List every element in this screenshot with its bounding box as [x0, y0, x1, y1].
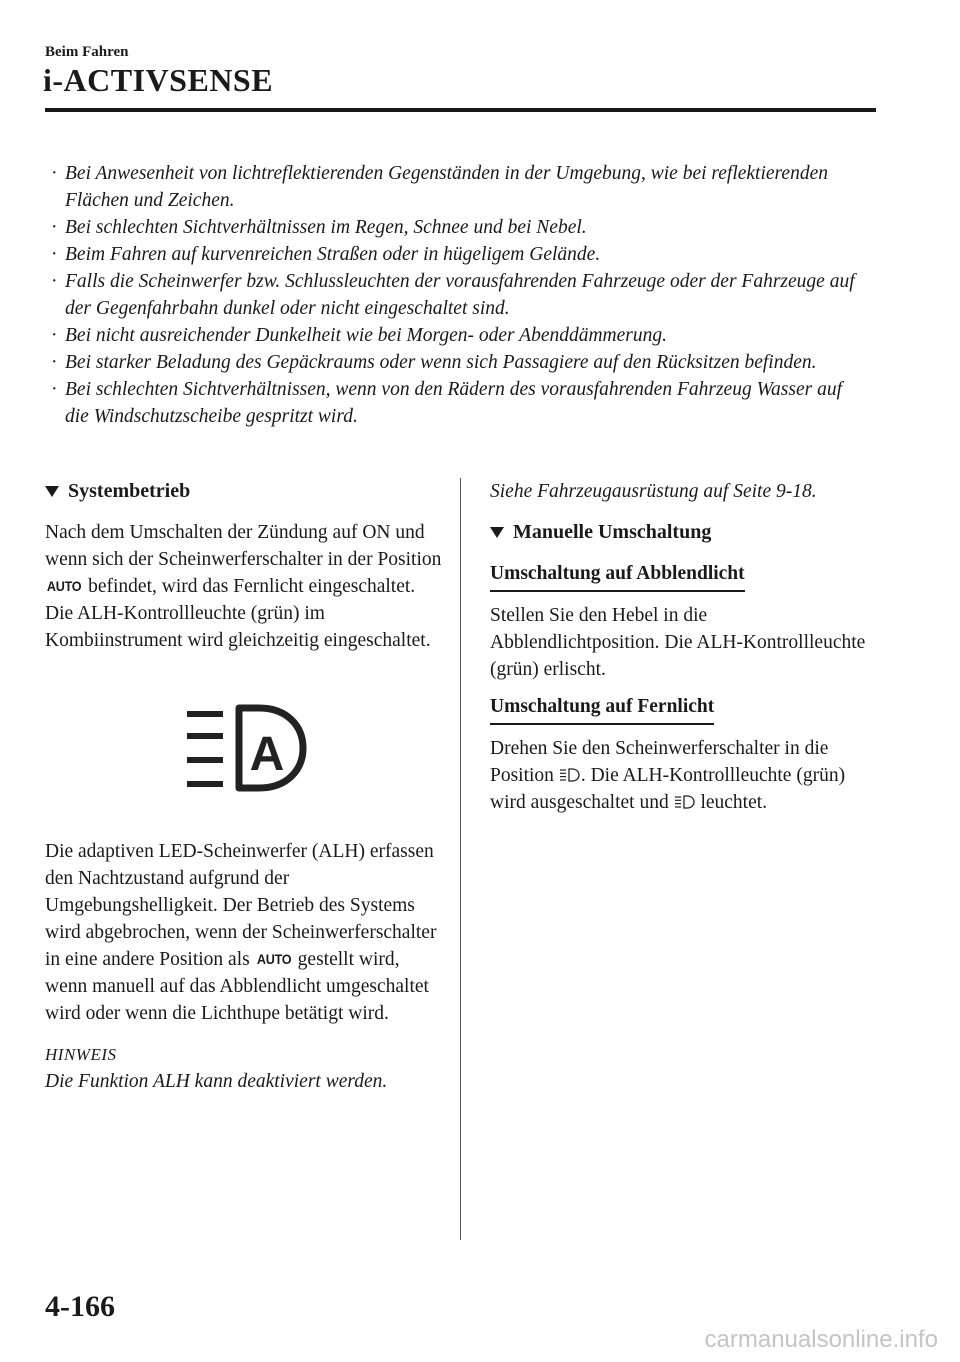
right-column: [490, 478, 880, 816]
note-heading: HINWEIS: [45, 1045, 117, 1064]
list-item: · Beim Fahren auf kurvenreichen Straßen oder in hügeligem Gelände.: [51, 244, 601, 265]
list-item: · Falls die Scheinwerfer bzw. Schlussleuchten der vorausfahrenden Fahrzeuge oder der Fahrzeuge auf der Gegenfahrbahn dunkel oder nicht eingeschaltet sind.: [51, 271, 855, 319]
page-title: i-ACTIVSENSE: [43, 62, 274, 98]
page-number: 4-166: [45, 1290, 115, 1323]
page-reference: Siehe Fahrzeugausrüstung auf Seite 9-18.: [490, 481, 817, 502]
list-item: · Bei Anwesenheit von lichtreflektierenden Gegenständen in der Umgebung, wie bei reflektierenden Flächen und Zeichen.: [51, 163, 828, 211]
triangle-marker-icon: [45, 486, 59, 497]
alh-description-paragraph: Die adaptiven LED-Scheinwerfer (ALH) erfassen den Nachtzustand aufgrund der Umgebungshelligkeit. Der Betrieb des Systems wird abgebrochen, wenn der Scheinwerferschalter in eine andere Position als AUTO gestellt wird, wenn manuell auf das Abblendlicht umgeschaltet wird oder wenn die Lichthupe betätigt wird.: [45, 841, 437, 1024]
systembetrieb-paragraph: Nach dem Umschalten der Zündung auf ON und wenn sich der Scheinwerferschalter in der Position AUTO befindet, wird das Fernlicht eingeschaltet. Die ALH-Kontrollleuchte (grün) im Kombiinstrument wird gleichzeitig eingeschaltet.: [45, 522, 442, 651]
high-beam-icon: [560, 768, 580, 782]
list-item: · Bei nicht ausreichender Dunkelheit wie bei Morgen- oder Abenddämmerung.: [51, 325, 668, 346]
left-column: [45, 478, 445, 1095]
auto-switch-label: AUTO: [256, 951, 291, 967]
note-text: Die Funktion ALH kann deaktiviert werden.: [45, 1071, 388, 1092]
column-divider: [460, 478, 461, 1240]
section-label: Beim Fahren: [45, 44, 129, 60]
systembetrieb-heading: Systembetrieb: [45, 478, 445, 505]
bullet-list: [48, 160, 868, 430]
list-item: · Bei starker Beladung des Gepäckraums oder wenn sich Passagiere auf den Rücksitzen befinden.: [51, 352, 817, 373]
high-beam-icon: [675, 795, 695, 809]
auto-switch-label: AUTO: [46, 578, 82, 594]
triangle-marker-icon: [490, 527, 504, 538]
header-divider: [45, 108, 876, 112]
watermark: carmanualsonline.info: [704, 1326, 938, 1353]
list-item: · Bei schlechten Sichtverhältnissen im Regen, Schnee und bei Nebel.: [51, 217, 587, 238]
svg-text:A: A: [249, 728, 285, 781]
abblendlicht-paragraph: Stellen Sie den Hebel in die Abblendlichtposition. Die ALH-Kontrollleuchte (grün) erlischt.: [490, 605, 866, 680]
fernlicht-subheading: Umschaltung auf Fernlicht: [490, 693, 714, 725]
fernlicht-paragraph: Drehen Sie den Scheinwerferschalter in die Position . Die ALH-Kontrollleuchte (grün) wird ausgeschaltet und leuchtet.: [490, 738, 846, 813]
alh-indicator-icon: [183, 702, 307, 794]
abblendlicht-subheading: Umschaltung auf Abblendlicht: [490, 560, 745, 592]
manuelle-umschaltung-heading: Manuelle Umschaltung: [490, 519, 880, 546]
list-item: · Bei schlechten Sichtverhältnissen, wenn von den Rädern des vorausfahrenden Fahrzeug Wasser auf die Windschutzscheibe gespritzt wird.: [51, 379, 842, 427]
